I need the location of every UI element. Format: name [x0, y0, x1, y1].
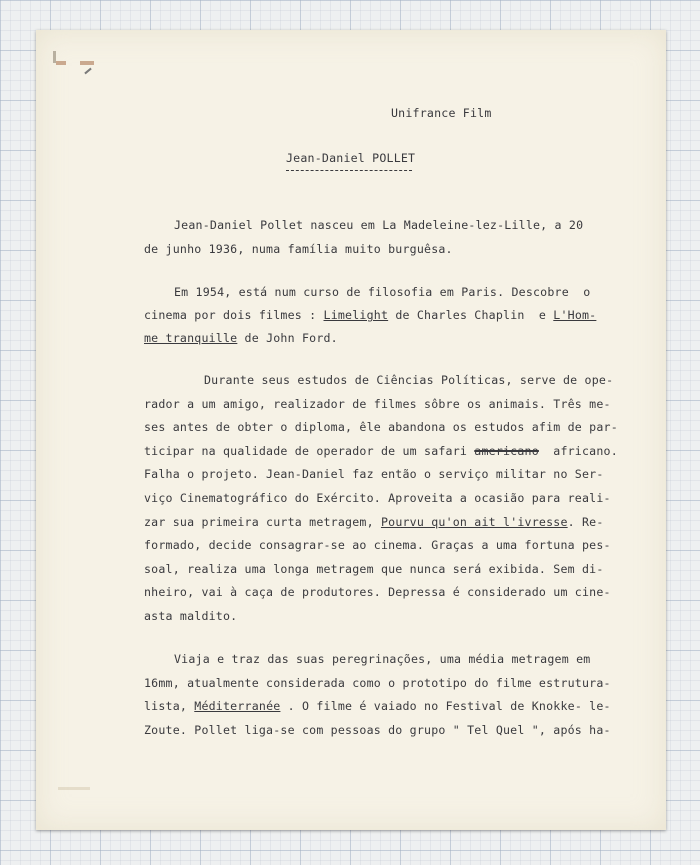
text-segment: Em 1954, está num curso de filosofia em Paris. Descobre o	[174, 285, 591, 299]
text-segment: Zoute. Pollet liga-se com pessoas do grupo " Tel Quel ", após ha-	[144, 723, 611, 738]
text-line	[144, 491, 611, 505]
text-segment: ticipar na qualidade de operador de um safari	[144, 443, 475, 458]
text-segment: 16mm, atualmente considerada como o prototipo do filme estrutura-	[144, 675, 611, 690]
text-line	[144, 515, 604, 529]
underlined-title: L'Hom-	[553, 308, 597, 322]
text-segment: rador a um amigo, realizador de filmes sôbre os animais. Três me-	[144, 396, 611, 411]
text-segment: soal, realiza uma longa metragem que nunca será exibida. Sem di-	[144, 561, 604, 576]
text-line	[144, 538, 611, 552]
text-segment: de Charles Chaplin e	[388, 308, 554, 322]
underlined-title: Pourvu qu'on ait l'ivresse	[380, 514, 568, 529]
text-segment: . Re-	[567, 514, 604, 529]
text-line	[174, 285, 590, 299]
text-segment: de junho 1936, numa família muito burguêsa.	[144, 242, 453, 256]
text-line	[144, 242, 453, 256]
margin-pencil-mark	[84, 68, 91, 75]
text-segment: . O filme é vaiado no Festival de Knokke- le-	[280, 699, 611, 714]
document-title: Jean-Daniel POLLET	[286, 151, 416, 165]
text-line	[144, 467, 604, 481]
text-segment: viço Cinematográfico do Exército. Aproveita a ocasião para reali-	[144, 491, 611, 505]
text-segment: Viaja e traz das suas peregrinações, uma média metragem em	[174, 652, 591, 666]
text-line	[144, 609, 237, 623]
text-line	[144, 676, 611, 690]
text-line	[144, 585, 611, 599]
text-line	[144, 420, 618, 434]
text-line	[144, 699, 611, 713]
text-line	[174, 218, 583, 232]
text-line	[144, 723, 611, 737]
text-line	[144, 562, 604, 576]
text-segment: Jean-Daniel Pollet nasceu em La Madeleine-lez-Lille, a 20	[174, 218, 584, 232]
text-segment: zar sua primeira curta metragem,	[144, 514, 381, 529]
text-segment: de John Ford.	[237, 331, 338, 345]
struck-word: americano	[474, 443, 539, 458]
text-line	[204, 373, 613, 387]
staple-rust-stain	[56, 61, 94, 65]
text-line	[144, 308, 596, 322]
text-line	[144, 397, 611, 411]
text-segment: nheiro, vai à caça de produtores. Depressa é considerado um cine-	[144, 585, 611, 600]
document-page	[36, 30, 666, 830]
underlined-title: Méditerranée	[194, 699, 281, 714]
text-segment: ses antes de obter o diploma, êle abandona os estudos afim de par-	[144, 420, 618, 435]
text-line	[144, 444, 618, 458]
title-underline-rule	[286, 170, 412, 171]
text-segment: formado, decide consagrar-se ao cinema. Graças a uma fortuna pes-	[144, 538, 611, 553]
text-line	[174, 652, 590, 666]
underlined-title: me tranquille	[144, 331, 238, 345]
paper-smudge	[58, 787, 90, 790]
text-segment: Durante seus estudos de Ciências Políticas, serve de ope-	[204, 373, 614, 387]
organization-header: Unifrance Film	[391, 106, 492, 120]
text-segment: cinema por dois filmes :	[144, 308, 324, 322]
underlined-title: Limelight	[323, 308, 389, 322]
text-segment: africano.	[538, 443, 618, 458]
text-segment: lista,	[144, 699, 195, 714]
text-segment: Falha o projeto. Jean-Daniel faz então o serviço militar no Ser-	[144, 467, 604, 482]
text-segment: asta maldito.	[144, 609, 238, 623]
text-line	[144, 331, 338, 345]
